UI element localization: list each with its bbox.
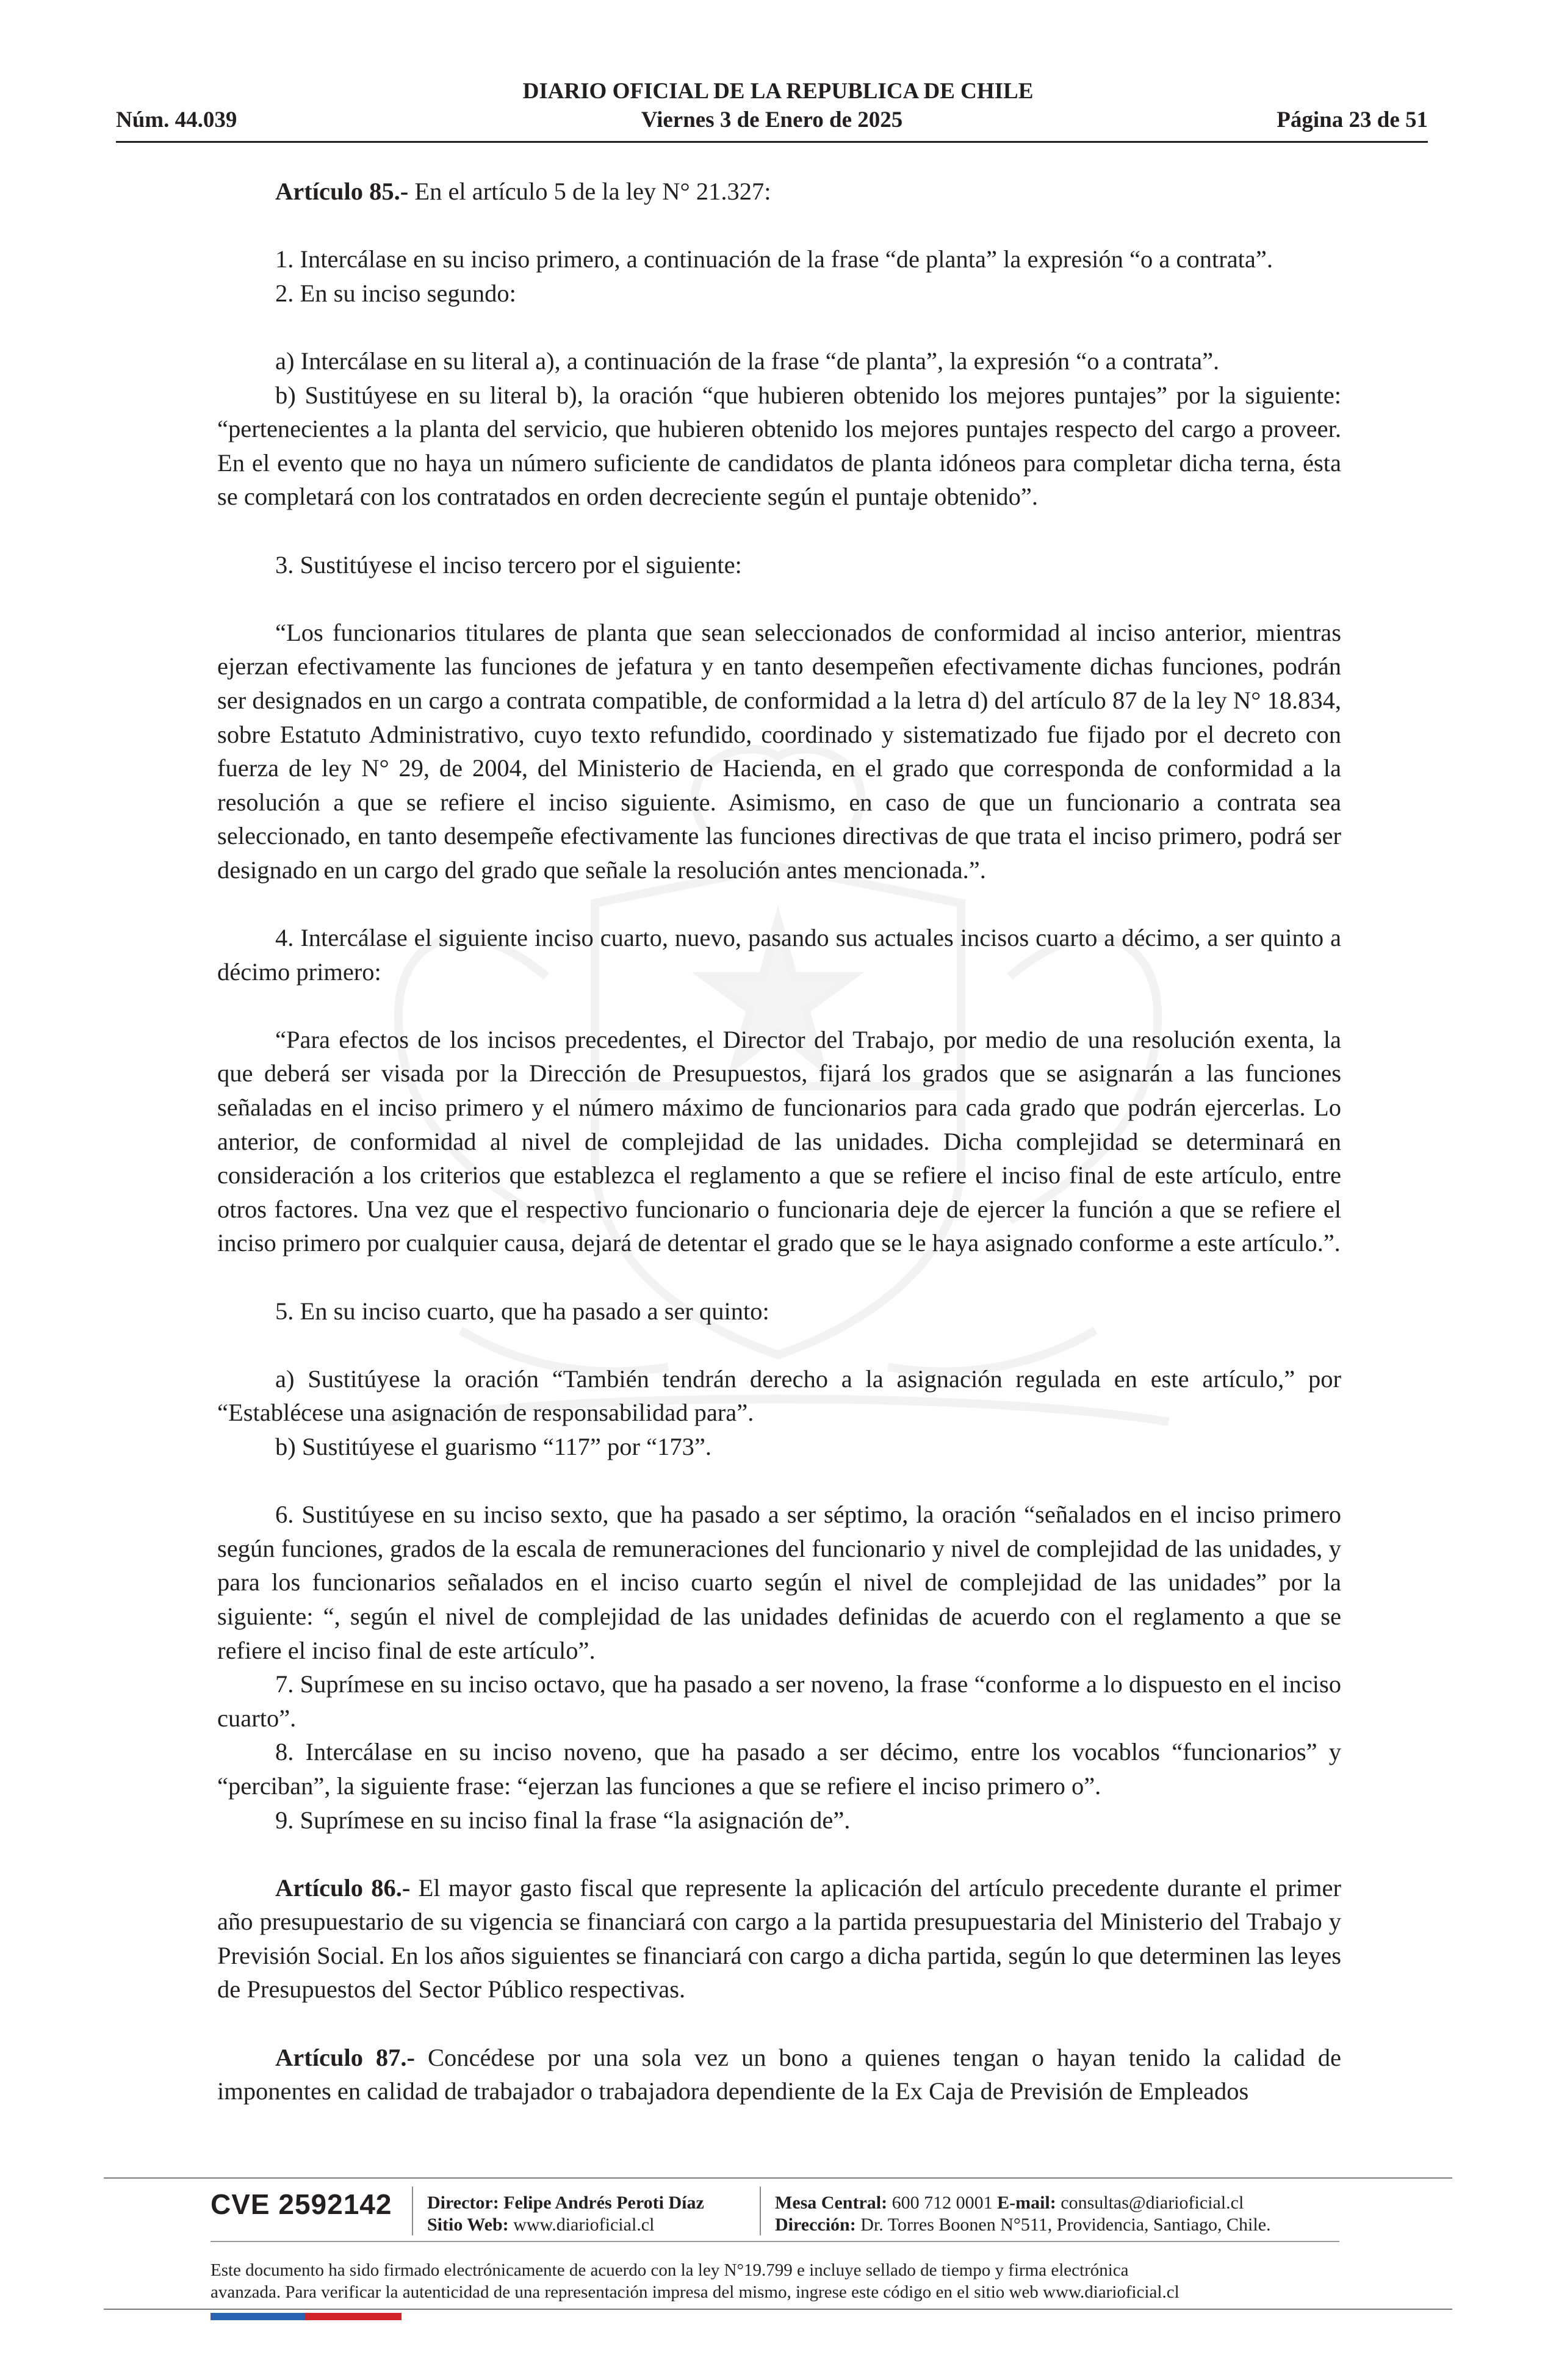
footer-divider-middle xyxy=(211,2241,1339,2242)
paragraph: 4. Intercálase el siguiente inciso cuarto, nuevo, pasando sus actuales incisos cuarto a décimo, a ser quinto a décimo primero: xyxy=(217,924,1341,986)
email-link[interactable]: consultas@diarioficial.cl xyxy=(1056,2193,1244,2213)
footer-contact-block xyxy=(775,2192,1271,2236)
article-86 xyxy=(217,1871,1341,2007)
paragraph: 1. Intercálase en su inciso primero, a continuación de la frase “de planta” la expresión “o a contrata”. xyxy=(275,245,1273,273)
header-divider xyxy=(116,141,1428,143)
cve-code: CVE 2592142 xyxy=(211,2188,392,2220)
director-name: Felipe Andrés Peroti Díaz xyxy=(499,2193,704,2213)
paragraph: b) Sustitúyese en su literal b), la oración “que hubieren obtenido los mejores puntajes” por la siguiente: “pertenecientes a la planta del servicio, que hubieren obtenido los mejores puntajes respecto del cargo a proveer. En el evento que no haya un número suficiente de candidatos de planta idóneos para completar dicha terna, ésta se completará con los contratados en orden decreciente según el puntaje obtenido”. xyxy=(217,381,1341,511)
article-87 xyxy=(217,2041,1341,2108)
article-86-label: Artículo 86.- xyxy=(275,1873,411,1902)
contact-line xyxy=(775,2192,1271,2214)
website-label: Sitio Web: xyxy=(427,2215,509,2235)
article-85-label: Artículo 85.- xyxy=(275,178,409,205)
footer-director-block xyxy=(427,2192,704,2236)
address-value: Dr. Torres Boonen N°511, Providencia, Santiago, Chile. xyxy=(855,2215,1271,2235)
phone-number: 600 712 0001 xyxy=(887,2193,998,2213)
footer-divider-bottom xyxy=(104,2309,1452,2310)
phone-label: Mesa Central: xyxy=(775,2193,888,2213)
paragraph: “Los funcionarios titulares de planta que sean seleccionados de conformidad al inciso anterior, mientras ejerzan efectivamente las funciones de jefatura y en tanto desempeñen efectivamente dichas funciones, podrán ser designados en un cargo a contrata compatible, de conformidad a la letra d) del artículo 87 de la ley N° 18.834, sobre Estatuto Administrativo, cuyo texto refundido, coordinado y sistematizado fue fijado por el decreto con fuerza de ley N° 29, de 2004, del Ministerio de Hacienda, en el grado que corresponda de conformidad a la resolución a que se refiere el inciso siguiente. Asimismo, en caso de que un funcionario a contrata sea seleccionado, en tanto desempeñe efectivamente las funciones directivas de que trata el inciso primero, podrá ser designado en un cargo del grado que señale la resolución antes mencionada.”. xyxy=(217,618,1341,884)
signature-note-line: avanzada. Para verificar la autenticidad de una representación impresa del mismo, ingrese este código en el sitio web www.diarioficial.cl xyxy=(211,2282,1180,2302)
flag-stripe-red xyxy=(305,2313,402,2320)
signature-note-line: Este documento ha sido firmado electrónicamente de acuerdo con la ley N°19.799 e incluye sellado de tiempo y firma electrónica xyxy=(211,2260,1129,2280)
issue-date: Viernes 3 de Enero de 2025 xyxy=(641,107,903,132)
director-label: Director: xyxy=(427,2193,499,2213)
paragraph: 8. Intercálase en su inciso noveno, que ha pasado a ser décimo, entre los vocablos “funcionarios” y “perciban”, la siguiente frase: “ejerzan las funciones a que se refiere el inciso primero o”. xyxy=(217,1738,1341,1800)
paragraph: 7. Suprímese en su inciso octavo, que ha pasado a ser noveno, la frase “conforme a lo dispuesto en el inciso cuarto”. xyxy=(217,1670,1341,1732)
address-label: Dirección: xyxy=(775,2215,856,2235)
document-body xyxy=(217,175,1341,2108)
footer-separator xyxy=(760,2187,761,2235)
paragraph: 5. En su inciso cuarto, que ha pasado a ser quinto: xyxy=(275,1297,769,1325)
flag-stripe-blue xyxy=(211,2313,305,2320)
paragraph: 3. Sustitúyese el inciso tercero por el siguiente: xyxy=(275,550,742,579)
header-row xyxy=(116,107,1428,136)
paragraph: 2. En su inciso segundo: xyxy=(275,279,516,307)
paragraph: 9. Suprímese en su inciso final la frase “la asignación de”. xyxy=(275,1806,851,1834)
paragraph: b) Sustitúyese el guarismo “117” por “173”. xyxy=(275,1432,711,1460)
address-line xyxy=(775,2214,1271,2236)
paragraph: 6. Sustitúyese en su inciso sexto, que ha pasado a ser séptimo, la oración “señalados en el inciso primero según funciones, grados de la escala de remuneraciones del funcionario y nivel de complejidad de las unidades, y para los funcionarios señalados en el inciso cuarto según el nivel de complejidad de las unidades” por la siguiente: “, según el nivel de complejidad de las unidades definidas de acuerdo con el reglamento a que se refiere el inciso final de este artículo”. xyxy=(217,1501,1341,1664)
website-link[interactable]: www.diarioficial.cl xyxy=(508,2215,655,2235)
email-label: E-mail: xyxy=(997,2193,1056,2213)
director-line xyxy=(427,2192,704,2214)
footer-separator xyxy=(412,2187,413,2235)
article-85-heading xyxy=(217,175,1341,209)
paragraph: a) Intercálase en su literal a), a continuación de la frase “de planta”, la expresión “o a contrata”. xyxy=(275,347,1220,375)
signature-note xyxy=(211,2259,1370,2303)
footer-divider-top xyxy=(104,2177,1452,2179)
newspaper-title: DIARIO OFICIAL DE LA REPUBLICA DE CHILE xyxy=(522,79,1034,104)
issue-number: Núm. 44.039 xyxy=(116,107,237,132)
article-85-intro: En el artículo 5 de la ley N° 21.327: xyxy=(408,178,771,205)
article-87-label: Artículo 87.- xyxy=(275,2043,416,2071)
page-number: Página 23 de 51 xyxy=(1277,107,1428,132)
paragraph: “Para efectos de los incisos precedentes, el Director del Trabajo, por medio de una resolución exenta, la que deberá ser visada por la Dirección de Presupuestos, fijará los grados que se asignarán a las funciones señaladas en el inciso primero y el número máximo de funcionarios para cada grado que podrán ejercerlas. Lo anterior, de conformidad al nivel de complejidad de las unidades. Dicha complejidad se determinará en consideración a los criterios que establezca el reglamento a que se refiere el inciso final de este artículo, entre otros factores. Una vez que el respectivo funcionario o funcionaria deje de ejercer la función a que se refiere el inciso primero por cualquier causa, dejará de detentar el grado que se le haya asignado conforme a este artículo.”. xyxy=(217,1025,1341,1257)
paragraph: a) Sustitúyese la oración “También tendrán derecho a la asignación regulada en este artículo,” por “Establécese una asignación de responsabilidad para”. xyxy=(217,1365,1341,1427)
website-line xyxy=(427,2214,704,2236)
article-87-text: Concédese por una sola vez un bono a quienes tengan o hayan tenido la calidad de imponentes en calidad de trabajador o trabajadora dependiente de la Ex Caja de Previsión de Empleados xyxy=(217,2043,1341,2105)
article-86-text: El mayor gasto fiscal que represente la aplicación del artículo precedente durante el primer año presupuestario de su vigencia se financiará con cargo a la partida presupuestaria del Ministerio del Trabajo y Previsión Social. En los años siguientes se financiará con cargo a dicha partida, según lo que determinen las leyes de Presupuestos del Sector Público respectivas. xyxy=(217,1873,1341,2003)
